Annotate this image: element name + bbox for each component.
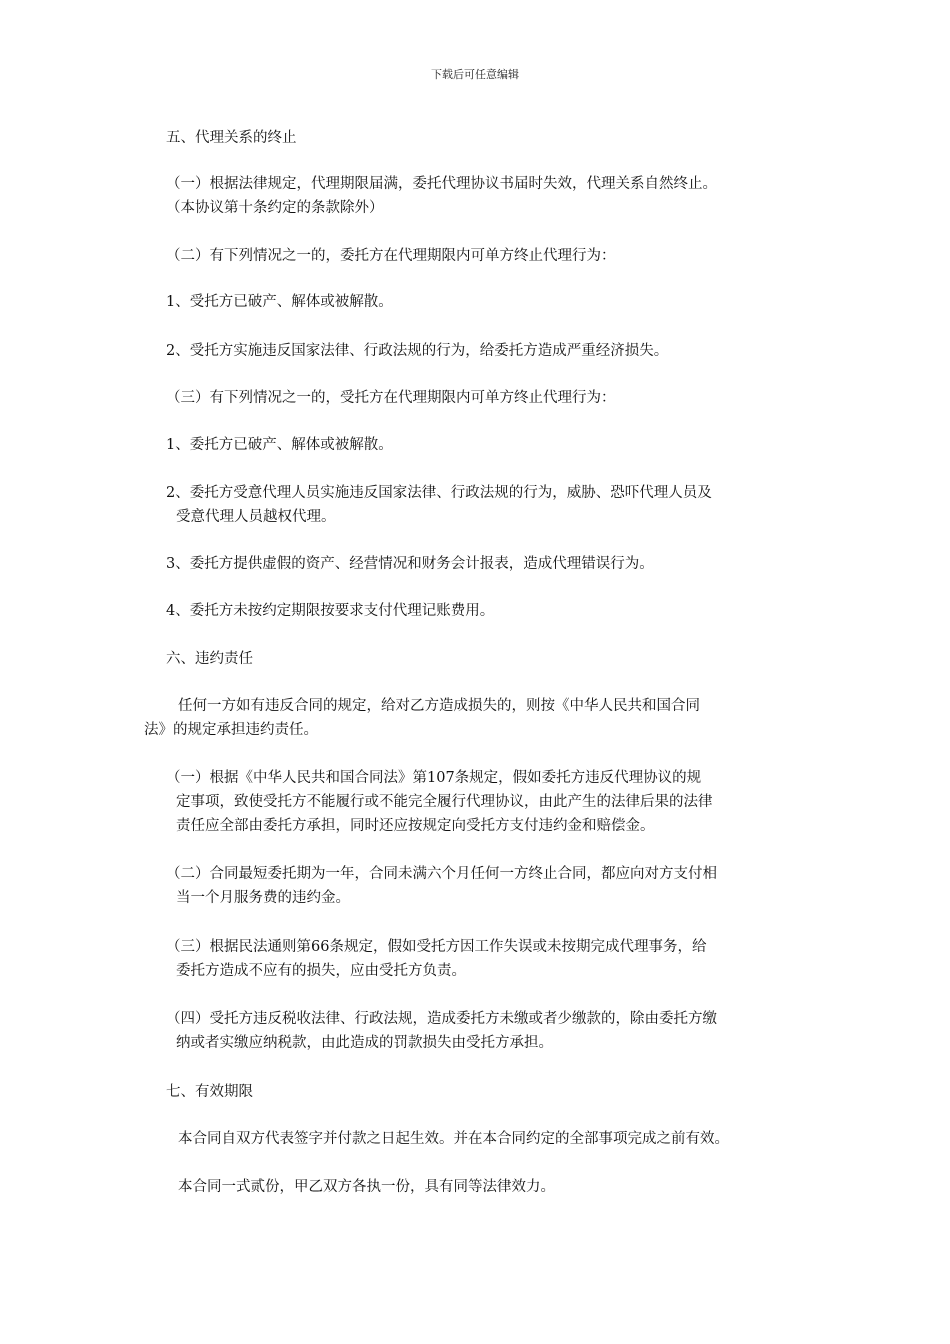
text-line: 4、委托方未按约定期限按要求支付代理记账费用。 [166, 603, 495, 619]
text-line: 本合同一式贰份，甲乙双方各执一份，具有同等法律效力。 [178, 1179, 555, 1195]
paragraph-termination-3 [166, 386, 616, 410]
text-line: 本合同自双方代表签字并付款之日起生效。并在本合同约定的全部事项完成之前有效。 [178, 1131, 729, 1147]
text-line: 七、有效期限 [166, 1084, 253, 1100]
paragraph-liability-intro [144, 694, 700, 742]
section-heading-termination [166, 126, 297, 150]
text-line: 3、委托方提供虚假的资产、经营情况和财务会计报表，造成代理错误行为。 [166, 556, 654, 572]
paragraph-validity-2 [178, 1175, 555, 1199]
text-line: （二）合同最短委托期为一年，合同未满六个月任何一方终止合同，都应向对方支付相 [166, 866, 717, 882]
section-heading-liability [166, 647, 253, 671]
text-line: （三）有下列情况之一的，受托方在代理期限内可单方终止代理行为： [166, 390, 616, 406]
text-line: （二）有下列情况之一的，委托方在代理期限内可单方终止代理行为： [166, 248, 616, 264]
text-line: 任何一方如有违反合同的规定，给对乙方造成损失的，则按《中华人民共和国合同 [178, 698, 700, 714]
text-line: 纳或者实缴应纳税款，由此造成的罚款损失由受托方承担。 [176, 1035, 553, 1051]
text-line: 2、委托方受意代理人员实施违反国家法律、行政法规的行为，威胁、恐吓代理人员及 [166, 485, 712, 501]
text-line: 定事项，致使受托方不能履行或不能完全履行代理协议，由此产生的法律后果的法律 [176, 794, 713, 810]
text-line: 法》的规定承担违约责任。 [144, 722, 318, 738]
text-line: （四）受托方违反税收法律、行政法规，造成委托方未缴或者少缴款的，除由委托方缴 [166, 1011, 717, 1027]
text-line: 六、违约责任 [166, 651, 253, 667]
list-item [166, 339, 668, 363]
text-line: 当一个月服务费的违约金。 [176, 890, 350, 906]
text-line: 1、委托方已破产、解体或被解散。 [166, 437, 393, 453]
paragraph-termination-1 [166, 172, 717, 220]
paragraph-liability-2 [166, 862, 717, 910]
text-line: （一）根据法律规定，代理期限届满，委托代理协议书届时失效，代理关系自然终止。 [166, 176, 717, 192]
text-line: （本协议第十条约定的条款除外） [166, 200, 384, 216]
list-item [166, 599, 494, 623]
list-item [166, 433, 393, 457]
paragraph-liability-1 [166, 766, 713, 838]
section-heading-validity [166, 1080, 253, 1104]
text-line: 责任应全部由委托方承担，同时还应按规定向受托方支付违约金和赔偿金。 [176, 818, 655, 834]
page-header: 下载后可任意编辑 [431, 68, 519, 81]
text-line: 委托方造成不应有的损失，应由受托方负责。 [176, 963, 466, 979]
paragraph-validity-1 [178, 1127, 729, 1151]
text-line: 五、代理关系的终止 [166, 130, 297, 146]
text-line: （三）根据民法通则第66条规定，假如受托方因工作失误或未按期完成代理事务，给 [166, 939, 707, 955]
paragraph-liability-4 [166, 1007, 717, 1055]
list-item [166, 290, 393, 314]
text-line: 2、受托方实施违反国家法律、行政法规的行为，给委托方造成严重经济损失。 [166, 343, 669, 359]
paragraph-termination-2 [166, 244, 616, 268]
text-line: 1、受托方已破产、解体或被解散。 [166, 294, 393, 310]
paragraph-liability-3 [166, 935, 706, 983]
list-item [166, 481, 712, 529]
list-item [166, 552, 654, 576]
text-line: 受意代理人员越权代理。 [176, 509, 336, 525]
text-line: （一）根据《中华人民共和国合同法》第107条规定，假如委托方违反代理协议的规 [166, 770, 702, 786]
